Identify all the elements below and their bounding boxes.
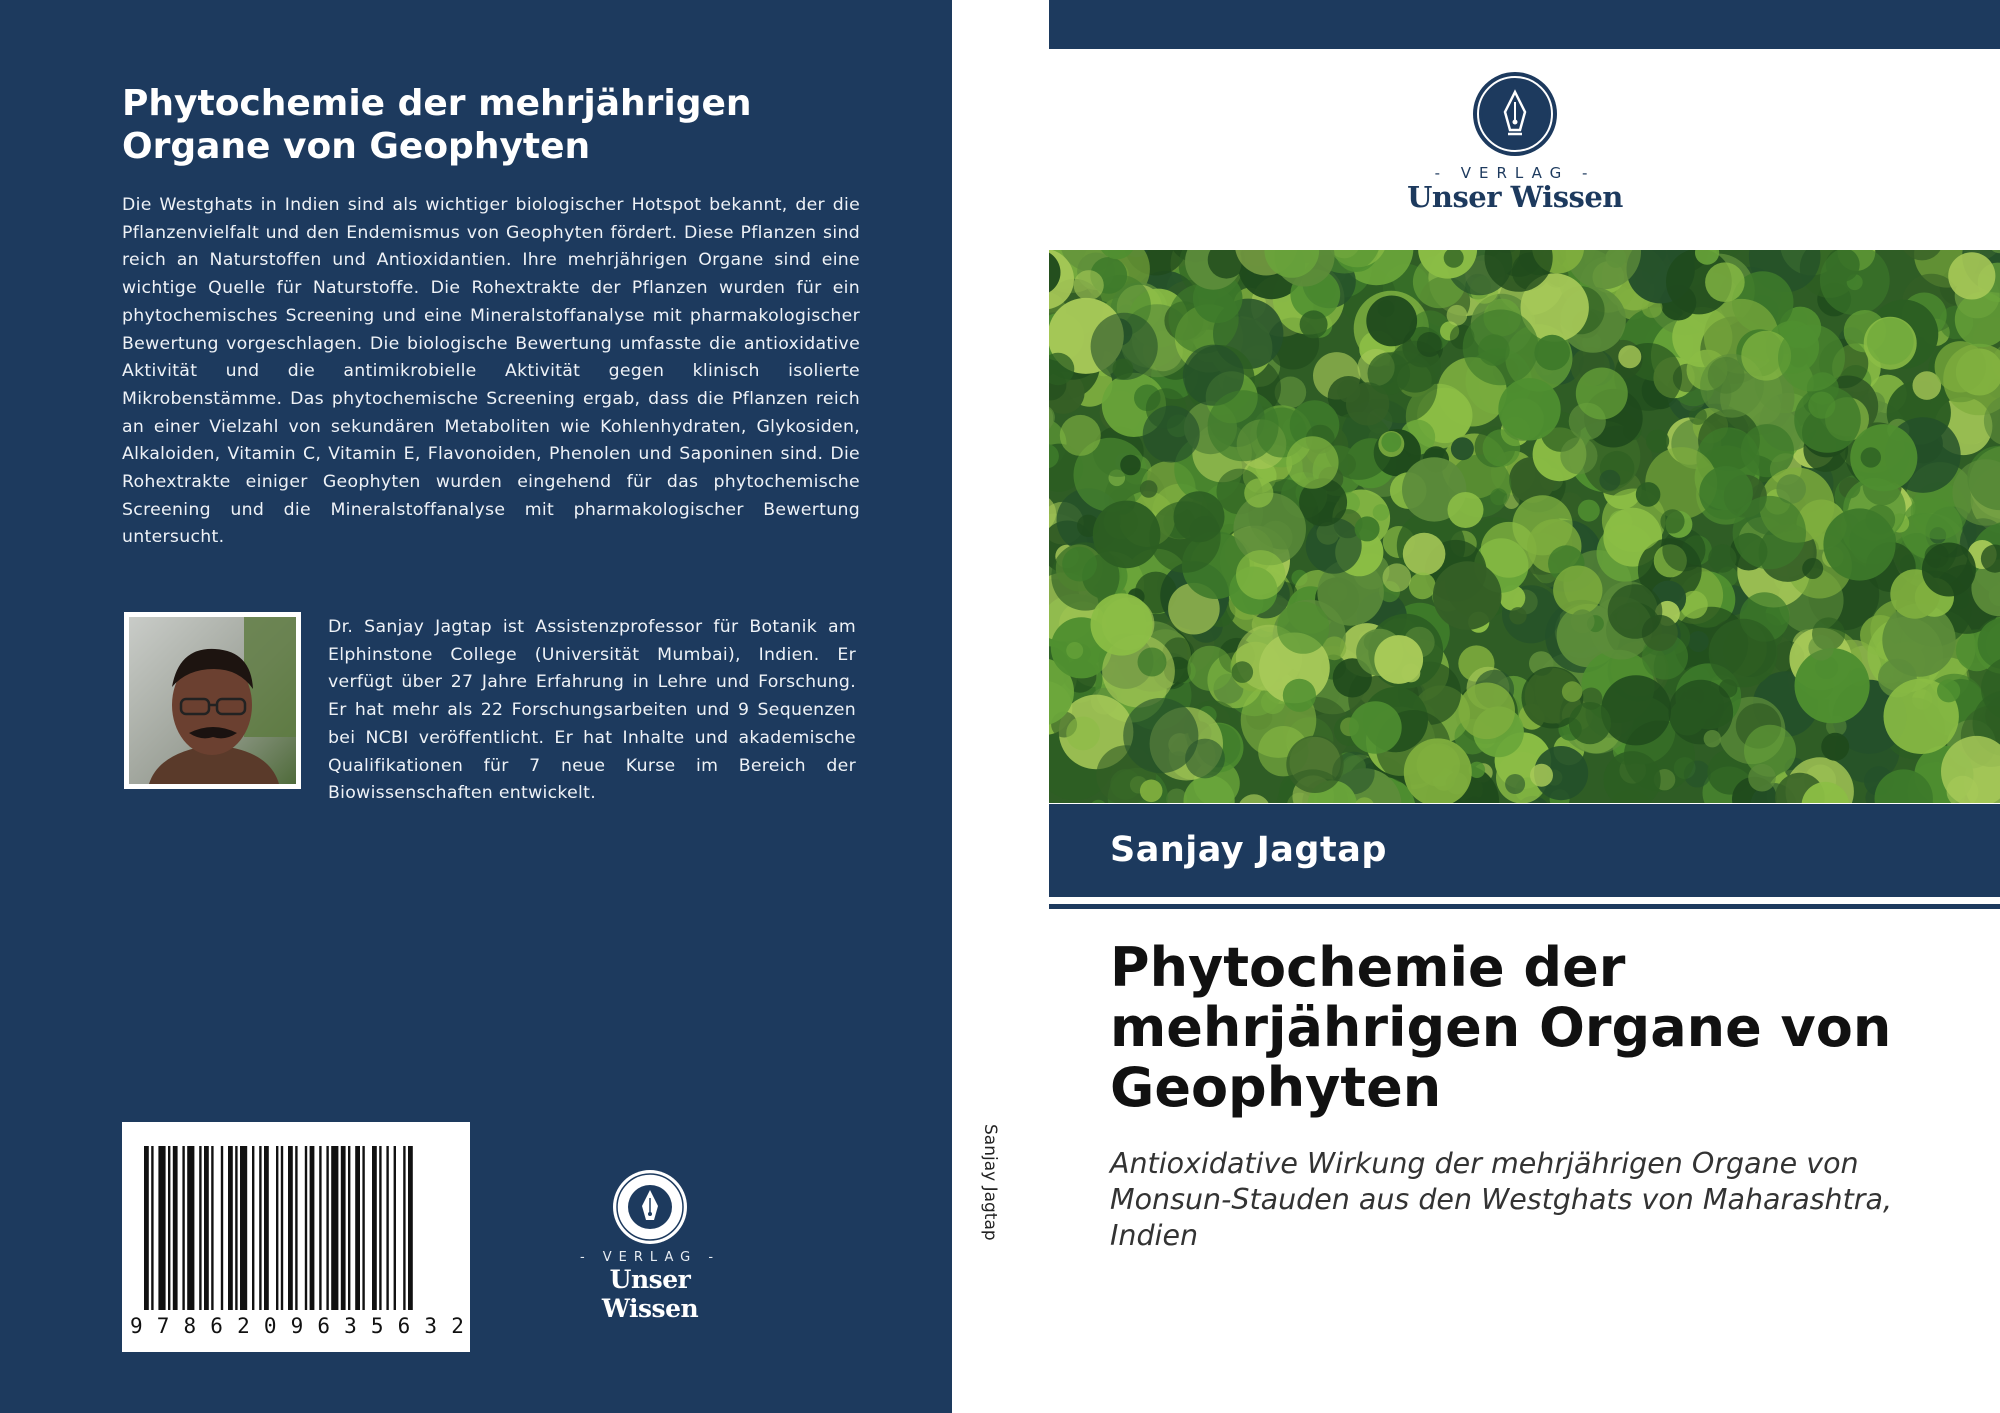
barcode-bar bbox=[295, 1146, 297, 1310]
barcode-bar bbox=[355, 1146, 360, 1310]
barcode-bar bbox=[276, 1146, 278, 1310]
barcode-bar bbox=[151, 1146, 153, 1310]
barcode-bar bbox=[182, 1146, 184, 1310]
spine-author: Sanjay Jagtap bbox=[980, 1124, 1000, 1241]
barcode-bar bbox=[319, 1146, 321, 1310]
barcode-digit: 0 bbox=[263, 1314, 277, 1338]
front-top-bar bbox=[1049, 0, 2000, 49]
publisher-seal-icon bbox=[611, 1168, 689, 1246]
author-bio: Dr. Sanjay Jagtap ist Assistenzprofessor für Botanik am Elphinstone College (Universität Mumbai), Indien. Er verfügt über 27 Jahre Erfahrung in Lehre und Forschung. Er hat mehr als 22 Forschungsarbeiten und 9 Sequenzen bei NCBI veröffentlicht. Er hat Inhalte und akademische Qualifikationen für 7 neue Kurse im Bereich der Biowissenschaften entwickelt. bbox=[328, 617, 856, 804]
back-cover-blurb: Die Westghats in Indien sind als wichtiger biologischer Hotspot bekannt, der die Pflanzenvielfalt und den Endemismus von Geophyten fördert. Diese Pflanzen sind reich an Naturstoffen und Antioxidantien. Ihre mehrjährigen Organe sind eine wichtige Quelle für Naturstoffe. Die Rohextrakte der Pflanzen wurden für ein phytochemisches Screening und eine Mineralstoffanalyse mit pharmakologischer Bewertung vorgeschlagen. Die biologische Bewertung umfasste die antioxidative Aktivität und die antimikrobielle Aktivität gegen klinisch isolierte Mikrobenstämme. Das phytochemische Screening ergab, dass die Pflanzen reich an einer Vielzahl von sekundären Metaboliten wie Kohlenhydraten, Glykosiden, Alkaloiden, Vitamin C, Vitamin E, Flavonoiden, Phenolen und Saponinen sind. Die Rohextrakte einiger Geophyten wurden eingehend für das phytochemische Screening und die Mineralstoffanalyse mit pharmakologischer Bewertung untersucht. bbox=[122, 195, 860, 548]
barcode-bar bbox=[394, 1146, 396, 1310]
barcode-digit: 6 bbox=[397, 1314, 411, 1338]
barcode-digit: 5 bbox=[370, 1314, 384, 1338]
barcode-bar bbox=[281, 1146, 283, 1310]
barcode-bar bbox=[310, 1146, 315, 1310]
barcode-bar bbox=[252, 1146, 254, 1310]
front-cover-subtitle: Antioxidative Wirkung der mehrjährigen Organe von Monsun-Stauden aus den Westghats von Maharashtra, Indien bbox=[1110, 1147, 1893, 1252]
barcode-digit: 9 bbox=[130, 1314, 143, 1338]
publisher-pen-nib-icon bbox=[1471, 70, 1559, 158]
barcode-digit: 6 bbox=[317, 1314, 331, 1338]
barcode-digit: 3 bbox=[344, 1314, 357, 1338]
barcode-bar bbox=[408, 1146, 413, 1310]
publisher-verlag-label: - VERLAG - bbox=[1434, 164, 1596, 182]
barcode-digit: 7 bbox=[156, 1314, 170, 1338]
barcode-bar bbox=[379, 1146, 381, 1310]
divider-rule bbox=[1049, 904, 2000, 909]
barcode-digit: 3 bbox=[424, 1314, 438, 1338]
barcode-bar bbox=[372, 1146, 377, 1310]
barcode-digit: 2 bbox=[451, 1314, 464, 1338]
barcode-bar bbox=[228, 1146, 233, 1310]
barcode-bar bbox=[386, 1146, 388, 1310]
front-author-name: Sanjay Jagtap bbox=[1110, 830, 1387, 870]
publisher-name: Unser Wissen bbox=[601, 1265, 699, 1323]
back-publisher-logo bbox=[560, 1168, 740, 1323]
barcode-bar bbox=[187, 1146, 194, 1310]
barcode-bar bbox=[204, 1146, 209, 1310]
barcode-digit: 9 bbox=[290, 1314, 304, 1338]
barcode-bar bbox=[341, 1146, 346, 1310]
barcode-bar bbox=[173, 1146, 178, 1310]
barcode-bar bbox=[326, 1146, 328, 1310]
book-spine bbox=[952, 0, 1048, 1413]
front-publisher-logo bbox=[1380, 70, 1650, 214]
barcode-bar bbox=[331, 1146, 338, 1310]
isbn-barcode bbox=[122, 1122, 470, 1352]
barcode-bar bbox=[403, 1146, 405, 1310]
barcode-bar bbox=[168, 1146, 170, 1310]
tree-crowns bbox=[1049, 250, 2000, 803]
barcode-digits bbox=[130, 1314, 464, 1338]
back-cover bbox=[0, 0, 952, 1413]
barcode-bar bbox=[305, 1146, 307, 1310]
barcode-digit: 8 bbox=[183, 1314, 197, 1338]
barcode-bar bbox=[264, 1146, 269, 1310]
barcode-bar bbox=[158, 1146, 165, 1310]
publisher-name: Unser Wissen bbox=[1407, 180, 1623, 214]
barcode-bar bbox=[144, 1146, 149, 1310]
barcode-digit: 6 bbox=[210, 1314, 223, 1338]
barcode-bar bbox=[348, 1146, 350, 1310]
barcode-bar bbox=[221, 1146, 223, 1310]
barcode-bar bbox=[288, 1146, 293, 1310]
barcode-bar bbox=[259, 1146, 261, 1310]
barcode-bar bbox=[211, 1146, 213, 1310]
author-photo bbox=[124, 612, 301, 789]
barcode-bar bbox=[235, 1146, 237, 1310]
barcode-bar bbox=[199, 1146, 201, 1310]
forest-canopy-photo bbox=[1049, 250, 2000, 803]
barcode-digit: 2 bbox=[237, 1314, 250, 1338]
publisher-verlag-label: - VERLAG - bbox=[579, 1250, 721, 1265]
back-cover-title: Phytochemie der mehrjährigen Organe von Geophyten bbox=[122, 83, 752, 167]
barcode-bar bbox=[240, 1146, 247, 1310]
front-cover-title: Phytochemie der mehrjährigen Organe von Geophyten bbox=[1110, 936, 1892, 1119]
author-band bbox=[1049, 804, 2000, 897]
barcode-bar bbox=[362, 1146, 364, 1310]
